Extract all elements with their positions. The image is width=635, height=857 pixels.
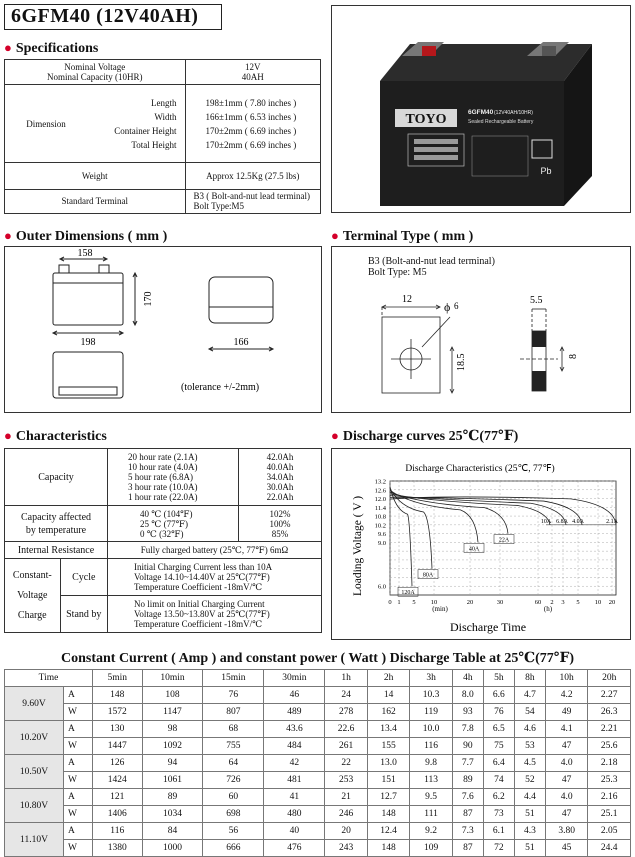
table-cell: 476: [264, 840, 325, 857]
table-cell: 4.6: [514, 721, 545, 738]
column-header: 4h: [452, 670, 483, 687]
table-cell: 9.8: [410, 755, 452, 772]
table-cell: 243: [325, 840, 367, 857]
cycle-text: Initial Charging Current less than 10A Voltage 14.10~14.40V at 25℃(77℉) Temperature Coefficient -18mV/℃: [108, 559, 322, 596]
table-cell: 45: [545, 840, 587, 857]
table-cell: 51: [514, 806, 545, 823]
table-cell: 480: [264, 806, 325, 823]
table-row: [5, 823, 631, 840]
table-cell: 1092: [142, 738, 203, 755]
unit-cell: A: [64, 755, 93, 772]
table-cell: 89: [142, 789, 203, 806]
voltage-cell: 10.80V: [5, 789, 64, 823]
table-cell: 4.4: [514, 789, 545, 806]
terminal-type-heading: ● Terminal Type ( mm ): [331, 228, 474, 244]
table-cell: 12.7: [367, 789, 409, 806]
table-cell: 116: [410, 738, 452, 755]
table-cell: 76: [483, 704, 514, 721]
table-cell: 2.05: [588, 823, 631, 840]
terminal-value: B3 ( Bolt-and-nut lead terminal) Bolt Type:M5: [185, 189, 320, 213]
column-header: 5min: [93, 670, 143, 687]
y-tick-label: 9.0: [377, 539, 386, 547]
table-cell: 6.5: [483, 721, 514, 738]
table-cell: 9.5: [410, 789, 452, 806]
table-cell: 24: [325, 687, 367, 704]
outer-dimensions-heading: ● Outer Dimensions ( mm ): [4, 228, 168, 244]
table-cell: 49: [545, 704, 587, 721]
table-row: [5, 755, 631, 772]
characteristics-heading: ● Characteristics: [4, 428, 107, 444]
unit-cell: W: [64, 704, 93, 721]
table-row: [5, 806, 631, 823]
characteristics-table: [4, 448, 322, 633]
table-cell: 84: [142, 823, 203, 840]
table-cell: 755: [203, 738, 264, 755]
battery-subtitle: Sealed Rechargeable Battery: [468, 119, 534, 125]
table-cell: 8.0: [452, 687, 483, 704]
cycle-label: Cycle: [60, 559, 107, 596]
dimension-values: 198±1mm ( 7.80 inches ) 166±1mm ( 6.53 inches ) 170±2mm ( 6.69 inches ) 170±2mm ( 6.69 inches ): [185, 85, 320, 163]
voltage-cell: 10.50V: [5, 755, 64, 789]
table-cell: 7.3: [452, 823, 483, 840]
table-cell: 94: [142, 755, 203, 772]
table-cell: 2.16: [588, 789, 631, 806]
battery-illustration: [332, 6, 630, 212]
table-cell: 130: [93, 721, 143, 738]
standby-label: Stand by: [60, 596, 107, 633]
table-cell: 60: [203, 789, 264, 806]
table-cell: 4.1: [545, 721, 587, 738]
x-tick-label: 2: [550, 599, 554, 606]
table-cell: 43.6: [264, 721, 325, 738]
curve-label: 80A: [422, 572, 434, 579]
table-cell: 93: [452, 704, 483, 721]
table-cell: 13.4: [367, 721, 409, 738]
voltage-cell: 9.60V: [5, 687, 64, 721]
table-cell: 26.3: [588, 704, 631, 721]
x-tick-label: 5: [576, 599, 580, 606]
table-cell: 3.80: [545, 823, 587, 840]
table-cell: 1447: [93, 738, 143, 755]
y-axis-label: Loading Voltage ( V ): [352, 495, 364, 597]
dim-198: 198: [80, 337, 96, 348]
y-tick-label: 12.6: [374, 487, 386, 495]
table-cell: 74: [483, 772, 514, 789]
column-header: 30min: [264, 670, 325, 687]
x-tick-label: 3: [561, 599, 565, 606]
discharge-chart: [331, 448, 631, 640]
table-cell: 666: [203, 840, 264, 857]
discharge-curves-heading: ● Discharge curves 25℃(77℉): [331, 428, 519, 444]
dimension-label: Dimension: [5, 85, 88, 163]
table-cell: 1424: [93, 772, 143, 789]
table-cell: 7.6: [452, 789, 483, 806]
table-cell: 9.2: [410, 823, 452, 840]
column-header: 10h: [545, 670, 587, 687]
table-cell: 22: [325, 755, 367, 772]
table-cell: 46: [264, 687, 325, 704]
table-cell: 126: [93, 755, 143, 772]
column-header: 15min: [203, 670, 264, 687]
table-cell: 278: [325, 704, 367, 721]
column-header: 2h: [367, 670, 409, 687]
dim-8: 8: [568, 354, 579, 359]
x-tick-label: 20: [608, 599, 616, 606]
dim-158: 158: [77, 248, 93, 259]
unit-cell: W: [64, 738, 93, 755]
table-row: [5, 772, 631, 789]
y-tick-label: 10.8: [374, 513, 386, 521]
tolerance-note: (tolerance +/-2mm): [181, 382, 260, 393]
table-cell: 76: [203, 687, 264, 704]
curve-label: 10A: [540, 518, 552, 525]
terminal-type-svg: [332, 247, 630, 412]
unit-cell: A: [64, 823, 93, 840]
column-header: 20h: [588, 670, 631, 687]
curve-label: 22A: [498, 537, 510, 544]
terminal-type-text: B3 (Bolt-and-nut lead terminal) Bolt Type: M5: [368, 256, 495, 278]
specifications-heading-text: Specifications: [15, 41, 99, 56]
table-cell: 47: [545, 806, 587, 823]
dim-18-5: 18.5: [456, 353, 467, 371]
table-cell: 7.8: [452, 721, 483, 738]
table-cell: 111: [410, 806, 452, 823]
unit-cell: W: [64, 772, 93, 789]
table-cell: 25.3: [588, 772, 631, 789]
x-tick-label: 60: [534, 599, 542, 606]
table-cell: 119: [410, 704, 452, 721]
table-cell: 4.7: [514, 687, 545, 704]
table-cell: 87: [452, 806, 483, 823]
table-cell: 54: [514, 704, 545, 721]
table-cell: 73: [483, 806, 514, 823]
table-cell: 1380: [93, 840, 143, 857]
capacity-values: 42.0Ah 40.0Ah 34.0Ah 30.0Ah 22.0Ah: [239, 449, 322, 506]
specifications-heading: [4, 40, 98, 57]
unit-cell: W: [64, 806, 93, 823]
table-cell: 1061: [142, 772, 203, 789]
table-cell: 1147: [142, 704, 203, 721]
table-cell: 148: [367, 840, 409, 857]
discharge-table-heading: Constant Current ( Amp ) and constant power ( Watt ) Discharge Table at 25℃(77℉): [60, 651, 575, 666]
curve-label: 2.1A: [606, 518, 618, 525]
table-cell: 121: [93, 789, 143, 806]
table-cell: 21: [325, 789, 367, 806]
table-cell: 52: [514, 772, 545, 789]
table-cell: 1034: [142, 806, 203, 823]
table-cell: 13.0: [367, 755, 409, 772]
dim-5-5: 5.5: [530, 295, 543, 306]
capacity-rates: 20 hour rate (2.1A) 10 hour rate (4.0A) 5 hour rate (6.8A) 3 hour rate (10.0A) 1 hour rate (22.0A): [108, 449, 239, 506]
x-tick-label: 10: [430, 599, 438, 606]
unit-cell: A: [64, 721, 93, 738]
table-cell: 151: [367, 772, 409, 789]
table-cell: 155: [367, 738, 409, 755]
table-cell: 64: [203, 755, 264, 772]
outer-dimensions-drawing: [4, 246, 322, 413]
dimension-labels: Length Width Container Height Total Height: [87, 85, 185, 163]
x-axis-label: Discharge Time: [449, 620, 527, 634]
temperature-percent: 102% 100% 85%: [239, 506, 322, 542]
bullet-icon: ●: [4, 228, 12, 243]
table-cell: 108: [142, 687, 203, 704]
dim-170: 170: [143, 291, 154, 307]
bullet-icon: ●: [331, 428, 339, 443]
dim-166: 166: [233, 337, 249, 348]
pb-symbol: Pb: [540, 166, 552, 176]
table-cell: 253: [325, 772, 367, 789]
discharge-chart-svg: [332, 449, 630, 639]
table-cell: 698: [203, 806, 264, 823]
weight-value: Approx 12.5Kg (27.5 lbs): [185, 163, 320, 189]
column-header: 5h: [483, 670, 514, 687]
table-cell: 2.18: [588, 755, 631, 772]
table-cell: 116: [93, 823, 143, 840]
table-cell: 53: [514, 738, 545, 755]
table-cell: 807: [203, 704, 264, 721]
table-cell: 4.5: [514, 755, 545, 772]
table-cell: 42: [264, 755, 325, 772]
table-cell: 75: [483, 738, 514, 755]
column-header: 3h: [410, 670, 452, 687]
table-cell: 6.2: [483, 789, 514, 806]
table-cell: 72: [483, 840, 514, 857]
table-cell: 98: [142, 721, 203, 738]
table-cell: 113: [410, 772, 452, 789]
table-row: [5, 721, 631, 738]
terminal-label: Standard Terminal: [5, 189, 186, 213]
voltage-cell: 11.10V: [5, 823, 64, 857]
weight-label: Weight: [5, 163, 186, 189]
table-row: [5, 704, 631, 721]
y-tick-label: 13.2: [374, 478, 386, 486]
standby-text: No limit on Initial Charging Current Voltage 13.50~13.80V at 25℃(77℉) Temperature Coefficient -18mV/℃: [108, 596, 322, 633]
x-tick-label: 1: [397, 599, 401, 606]
table-cell: 47: [545, 772, 587, 789]
table-cell: 10.0: [410, 721, 452, 738]
x-tick-label: 20: [466, 599, 474, 606]
table-cell: 56: [203, 823, 264, 840]
terminal-type-drawing: [331, 246, 631, 413]
table-cell: 4.3: [514, 823, 545, 840]
battery-model-detail: (12V40AH/10HR): [494, 110, 533, 116]
table-cell: 489: [264, 704, 325, 721]
table-cell: 4.0: [545, 755, 587, 772]
table-cell: 89: [452, 772, 483, 789]
x-tick-label: 5: [412, 599, 416, 606]
table-cell: 1406: [93, 806, 143, 823]
table-row: [5, 789, 631, 806]
column-header: 1h: [325, 670, 367, 687]
table-cell: 22.6: [325, 721, 367, 738]
table-cell: 7.7: [452, 755, 483, 772]
table-cell: 1572: [93, 704, 143, 721]
table-cell: 261: [325, 738, 367, 755]
time-header: Time: [5, 670, 93, 687]
constant-voltage-charge-label: Constant- Voltage Charge: [5, 559, 61, 633]
table-cell: 20: [325, 823, 367, 840]
table-cell: 162: [367, 704, 409, 721]
x-tick-label: 0: [388, 599, 392, 606]
table-cell: 148: [93, 687, 143, 704]
bullet-icon: ●: [331, 228, 339, 243]
internal-resistance-label: Internal Resistance: [5, 542, 108, 559]
unit-cell: W: [64, 840, 93, 857]
temperature-values: 40 ℃ (104℉) 25 ℃ (77℉) 0 ℃ (32℉): [108, 506, 239, 542]
curve-label: 6.8A: [556, 518, 568, 525]
table-cell: 6.4: [483, 755, 514, 772]
capacity-label: Capacity: [5, 449, 108, 506]
min-label: (min): [432, 605, 448, 613]
table-row: [5, 687, 631, 704]
specifications-table: [4, 59, 321, 214]
table-cell: 14: [367, 687, 409, 704]
table-cell: 24.4: [588, 840, 631, 857]
table-cell: 109: [410, 840, 452, 857]
table-row: [5, 738, 631, 755]
table-cell: 726: [203, 772, 264, 789]
y-tick-label: 10.2: [374, 522, 386, 530]
temperature-label: Capacity affected by temperature: [5, 506, 108, 542]
y-tick-label: 11.4: [374, 504, 386, 512]
table-cell: 6.6: [483, 687, 514, 704]
chart-title: Discharge Characteristics (25℃, 77℉): [405, 464, 555, 474]
table-cell: 1000: [142, 840, 203, 857]
y-tick-label: 12.0: [374, 496, 386, 504]
table-cell: 148: [367, 806, 409, 823]
bullet-icon: ●: [4, 40, 12, 55]
unit-cell: A: [64, 687, 93, 704]
nominal-labels: Nominal Voltage Nominal Capacity (10HR): [5, 60, 186, 85]
battery-model: 6GFM40: [468, 109, 494, 116]
table-cell: 12.4: [367, 823, 409, 840]
table-cell: 90: [452, 738, 483, 755]
table-cell: 25.1: [588, 806, 631, 823]
nominal-values: 12V 40AH: [185, 60, 320, 85]
y-tick-label: 9.6: [377, 531, 386, 539]
dim-12: 12: [402, 294, 412, 305]
x-tick-label: 30: [496, 599, 504, 606]
table-cell: 4.2: [545, 687, 587, 704]
voltage-cell: 10.20V: [5, 721, 64, 755]
table-cell: 87: [452, 840, 483, 857]
table-cell: 10.3: [410, 687, 452, 704]
dim-phi6: 6: [454, 301, 459, 311]
table-cell: 68: [203, 721, 264, 738]
y-tick-label: 6.0: [377, 583, 386, 591]
table-cell: 481: [264, 772, 325, 789]
table-cell: 246: [325, 806, 367, 823]
phi-symbol: ϕ: [444, 300, 451, 314]
table-cell: 2.21: [588, 721, 631, 738]
discharge-table-header: [5, 670, 631, 687]
column-header: 8h: [514, 670, 545, 687]
table-cell: 40: [264, 823, 325, 840]
discharge-table: [4, 669, 631, 857]
table-cell: 41: [264, 789, 325, 806]
table-cell: 6.1: [483, 823, 514, 840]
page-title: 6GFM40 (12V40AH): [4, 4, 222, 30]
column-header: 10min: [142, 670, 203, 687]
table-cell: 51: [514, 840, 545, 857]
h-label: (h): [543, 605, 553, 613]
table-cell: 47: [545, 738, 587, 755]
curve-label: 120A: [401, 590, 415, 597]
table-row: [5, 840, 631, 857]
table-cell: 2.27: [588, 687, 631, 704]
table-cell: 4.0: [545, 789, 587, 806]
bullet-icon: ●: [4, 428, 12, 443]
unit-cell: A: [64, 789, 93, 806]
battery-brand: TOYO: [405, 112, 447, 127]
battery-photo: [331, 5, 631, 213]
table-cell: 484: [264, 738, 325, 755]
x-tick-label: 10: [594, 599, 602, 606]
outer-dimensions-svg: [5, 247, 321, 412]
table-cell: 25.6: [588, 738, 631, 755]
curve-label: 40A: [468, 546, 480, 553]
internal-resistance-value: Fully charged battery (25℃, 77℉) 6mΩ: [108, 542, 322, 559]
curve-label: 4.0A: [572, 518, 584, 525]
